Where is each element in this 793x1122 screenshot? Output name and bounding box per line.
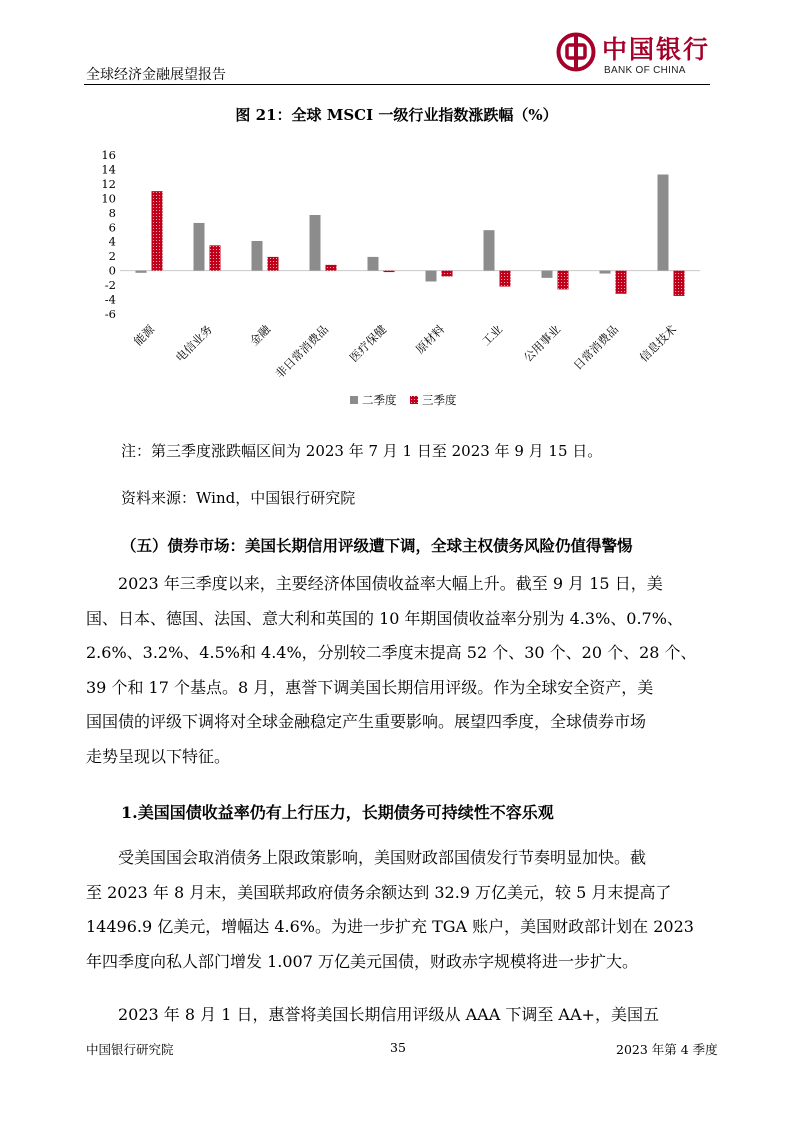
bar-q3: [442, 271, 453, 277]
bar-q2: [484, 230, 495, 270]
legend-swatch: [350, 396, 358, 404]
y-tick-label: 8: [108, 205, 116, 220]
x-tick-label: 公用事业: [520, 322, 564, 365]
x-tick-label: 工业: [478, 322, 506, 349]
bank-of-china-emblem-icon: [556, 32, 596, 72]
paragraph-1: [86, 567, 726, 775]
x-tick-label: 金融: [246, 322, 274, 349]
paragraph-line: 受美国国会取消债务上限政策影响，美国财政部国债发行节奏明显加快。截: [118, 848, 647, 867]
bar-q3: [384, 271, 395, 272]
figure-source: 资料来源：Wind，中国银行研究院: [121, 489, 356, 507]
legend-swatch: [410, 396, 418, 404]
y-tick-label: -4: [104, 292, 116, 307]
paragraph-line: 走势呈现以下特征。: [86, 746, 231, 766]
bar-q3: [210, 245, 221, 270]
bar-q2: [368, 257, 379, 271]
section-heading: （五）债券市场：美国长期信用评级遭下调，全球主权债务风险仍值得警惕: [121, 536, 633, 555]
report-title: 全球经济金融展望报告: [86, 67, 226, 83]
x-tick-label: 日常消费品: [570, 322, 622, 373]
figure-title: 图 21：全球 MSCI 一级行业指数涨跌幅（%）: [235, 106, 558, 124]
bank-name-cn: 中国银行: [602, 35, 711, 64]
paragraph-line: 2.6%、3.2%、4.5%和 4.4%，分别较二季度末提高 52 个、30 个、20 个、28 个、: [86, 643, 697, 663]
paragraph-line: 2023 年三季度以来，主要经济体国债收益率大幅上升。截至 9 月 15 日，美: [118, 574, 663, 593]
bar-q3: [152, 191, 163, 270]
paragraph-line: 年四季度向私人部门增发 1.007 万亿美元国债，财政赤字规模将进一步扩大。: [86, 951, 638, 971]
page-number: 35: [390, 1040, 406, 1055]
y-tick-label: 10: [101, 191, 116, 206]
y-tick-label: 14: [101, 162, 116, 177]
y-tick-label: -2: [104, 278, 116, 293]
bar-q3: [674, 271, 685, 296]
bar-q3: [326, 265, 337, 271]
bar-q2: [136, 271, 147, 273]
paragraph-line: 国国债的评级下调将对全球金融稳定产生重要影响。展望四季度，全球债券市场: [86, 712, 647, 732]
y-tick-label: 4: [108, 234, 116, 249]
x-tick-label: 信息技术: [636, 322, 680, 365]
subsection-heading: 1.美国国债收益率仍有上行压力，长期债务可持续性不容乐观: [121, 803, 554, 822]
bank-logo: [556, 30, 716, 84]
x-tick-label: 原材料: [412, 322, 448, 357]
y-tick-label: 16: [101, 148, 116, 162]
bar-q3: [558, 271, 569, 290]
bank-name-en: BANK OF CHINA: [604, 65, 686, 76]
footer-org: 中国银行研究院: [86, 1042, 174, 1057]
bar-q3: [268, 257, 279, 271]
paragraph-line: 至 2023 年 8 月末，美国联邦政府债务余额达到 32.9 万亿美元，较 5 月末提高了: [86, 882, 672, 902]
paragraph-line: 14496.9 亿美元，增幅达 4.6%。为进一步扩充 TGA 账户，美国财政部计划在 2023: [86, 917, 694, 937]
bar-q2: [310, 215, 321, 271]
bar-q3: [616, 271, 627, 294]
paragraph-line: 39 个和 17 个基点。8 月，惠誉下调美国长期信用评级。作为全球安全资产，美: [86, 677, 654, 697]
bar-q2: [542, 271, 553, 278]
x-tick-label: 医疗保健: [346, 322, 390, 365]
legend-label: 三季度: [422, 393, 457, 407]
legend-label: 二季度: [362, 393, 397, 407]
bar-q2: [600, 271, 611, 274]
paragraph-3: [86, 998, 726, 1033]
bar-q3: [500, 271, 511, 287]
paragraph-line: 2023 年 8 月 1 日，惠誉将美国长期信用评级从 AAA 下调至 AA+，美国五: [118, 1005, 659, 1024]
paragraph-2: [86, 841, 726, 979]
bar-q2: [252, 241, 263, 271]
x-tick-label: 电信业务: [172, 322, 216, 365]
y-tick-label: 6: [108, 220, 116, 235]
paragraph-line: 国、日本、德国、法国、意大利和英国的 10 年期国债收益率分别为 4.3%、0.7%、: [86, 608, 683, 628]
bar-q2: [658, 175, 669, 271]
x-tick-label: 能源: [130, 322, 158, 349]
industry-index-bar-chart: [80, 140, 720, 420]
footer-period: 2023 年第 4 季度: [616, 1042, 718, 1057]
figure-note: 注：第三季度涨跌幅区间为 2023 年 7 月 1 日至 2023 年 9 月 15 日。: [121, 442, 603, 460]
y-tick-label: 0: [108, 263, 116, 278]
x-tick-label: 非日常消费品: [272, 322, 332, 381]
bar-q2: [194, 223, 205, 271]
y-tick-label: -6: [104, 307, 116, 321]
header-rule: [84, 84, 710, 85]
y-tick-label: 2: [108, 249, 116, 264]
y-tick-label: 12: [101, 176, 116, 191]
bar-q2: [426, 271, 437, 282]
